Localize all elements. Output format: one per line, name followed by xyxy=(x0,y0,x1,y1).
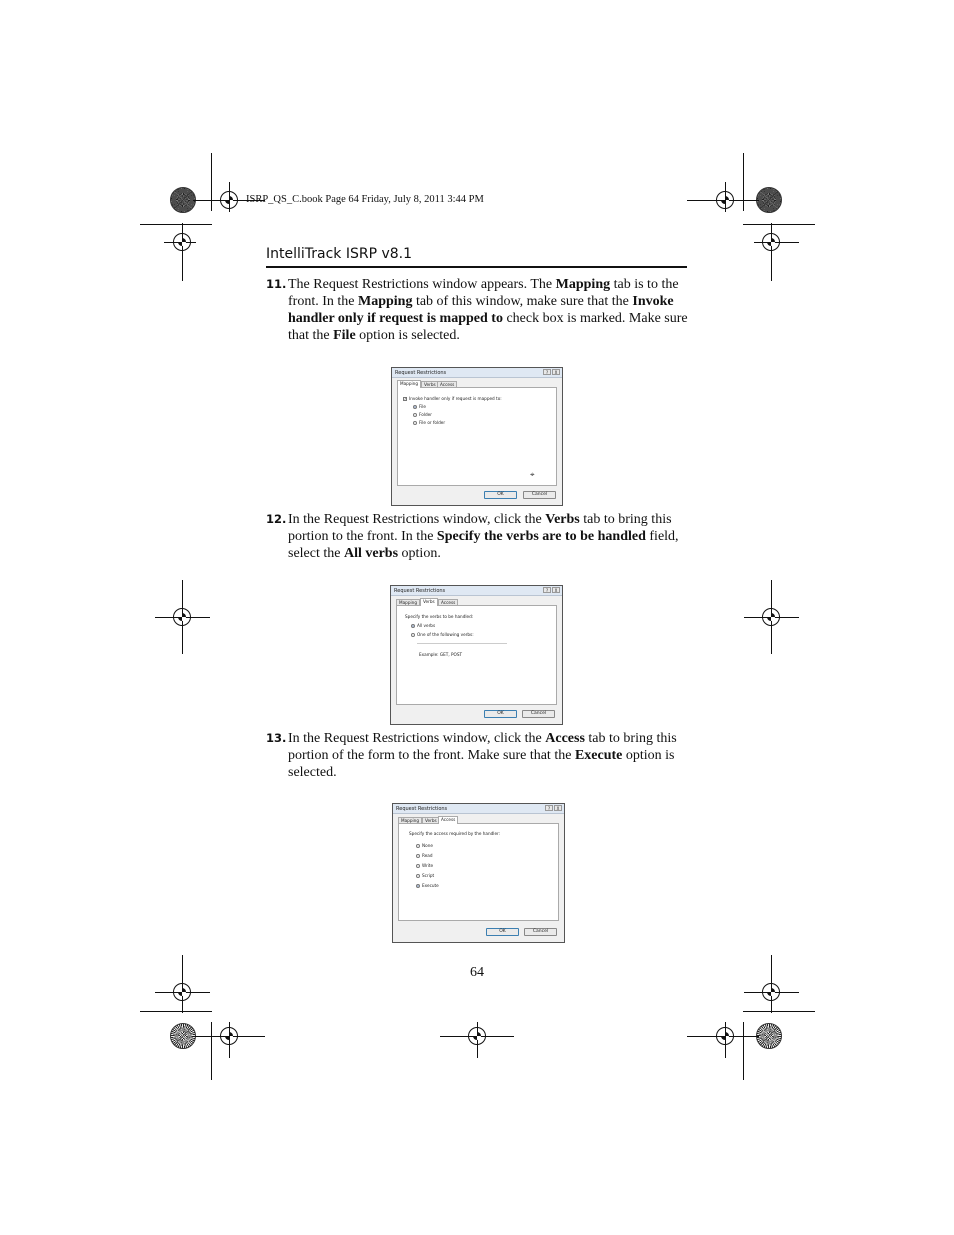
step-text-bold: Mapping xyxy=(555,277,611,292)
step-text-run: tab to bring this portion of the form to the front. Make sure that the xyxy=(288,731,677,763)
execute-radio[interactable]: Execute xyxy=(416,883,439,888)
tab-access[interactable]: Access xyxy=(438,816,458,824)
step-text-run: check box is marked. Make sure that the xyxy=(288,311,688,343)
verbs-input[interactable] xyxy=(417,643,507,644)
step-text xyxy=(288,511,691,562)
step-text-bold: All verbs xyxy=(343,546,399,561)
registration-target-icon xyxy=(762,608,780,626)
tab-access[interactable]: Access xyxy=(438,599,458,605)
ok-button[interactable]: OK xyxy=(484,491,517,499)
registration-target-icon xyxy=(173,233,191,251)
step-text-run: The Request Restrictions window appears. The xyxy=(288,277,556,292)
step-11 xyxy=(266,276,691,344)
step-text-bold: Access xyxy=(545,731,585,746)
tab-mapping[interactable]: Mapping xyxy=(397,380,421,388)
help-button[interactable]: ? xyxy=(543,587,551,593)
page-number: 64 xyxy=(470,965,484,980)
step-text-bold: Mapping xyxy=(357,294,413,309)
registration-target-icon xyxy=(173,608,191,626)
cancel-button[interactable]: Cancel xyxy=(522,710,555,718)
request-restrictions-dialog-mapping xyxy=(391,367,563,506)
request-restrictions-dialog-access xyxy=(392,803,565,943)
step-text-run: In the Request Restrictions window, click the xyxy=(288,512,546,527)
step-text-run: tab of this window, make sure that the xyxy=(412,294,633,309)
step-text-run: tab to bring this portion to the front. In the xyxy=(288,512,672,544)
tab-mapping[interactable]: Mapping xyxy=(398,817,422,823)
one-of-following-radio[interactable]: One of the following verbs: xyxy=(411,632,474,637)
registration-star-icon xyxy=(756,187,782,213)
read-radio[interactable]: Read xyxy=(416,853,433,858)
registration-target-icon xyxy=(468,1027,486,1045)
step-text-run: option is selected. xyxy=(288,748,675,780)
step-text-run: option. xyxy=(398,546,441,561)
step-text-bold: Execute xyxy=(574,748,623,763)
step-number: 11. xyxy=(266,277,287,291)
cancel-button[interactable]: Cancel xyxy=(524,928,557,936)
tab-panel xyxy=(398,823,559,921)
step-text-run: field, select the xyxy=(288,529,679,561)
dialog-title-bar xyxy=(391,586,562,596)
close-button[interactable]: X xyxy=(552,369,560,375)
help-button[interactable]: ? xyxy=(545,805,553,811)
step-text xyxy=(288,730,691,781)
access-label: Specify the access required by the handler: xyxy=(409,831,501,836)
file-or-folder-radio[interactable]: File or folder xyxy=(413,420,445,425)
dialog-title-bar xyxy=(393,804,564,814)
none-radio[interactable]: None xyxy=(416,843,433,848)
registration-target-icon xyxy=(173,983,191,1001)
write-radio[interactable]: Write xyxy=(416,863,433,868)
tab-verbs[interactable]: Verbs xyxy=(422,817,440,823)
script-radio[interactable]: Script xyxy=(416,873,434,878)
dialog-title: Request Restrictions xyxy=(394,587,446,594)
step-text-bold: Invoke handler only if request is mapped to xyxy=(288,294,674,326)
step-13 xyxy=(266,730,691,781)
ok-button[interactable]: OK xyxy=(486,928,519,936)
tab-access[interactable]: Access xyxy=(437,381,457,387)
step-text-bold: Verbs xyxy=(545,512,580,527)
invoke-handler-checkbox[interactable]: ✓ Invoke handler only if request is mapped to: xyxy=(404,396,502,401)
close-button[interactable]: X xyxy=(554,805,562,811)
step-number: 13. xyxy=(266,731,287,745)
step-text-bold: Specify the verbs are to be handled xyxy=(436,529,646,544)
step-text-run: option is selected. xyxy=(355,328,460,343)
step-text-bold: File xyxy=(333,328,356,343)
tab-verbs[interactable]: Verbs xyxy=(420,598,438,606)
dialog-title: Request Restrictions xyxy=(396,805,448,812)
request-restrictions-dialog-verbs xyxy=(390,585,563,725)
cancel-button[interactable]: Cancel xyxy=(523,491,556,499)
folder-radio[interactable]: Folder xyxy=(413,412,432,417)
cursor-icon: ⌖ xyxy=(530,470,535,479)
verbs-label: Specify the verbs to be handled: xyxy=(405,614,474,619)
registration-star-icon xyxy=(756,1023,782,1049)
example-text: Example: GET, POST xyxy=(419,652,463,657)
step-text xyxy=(288,276,691,344)
file-radio[interactable]: File xyxy=(413,404,426,409)
tab-panel xyxy=(396,605,557,705)
step-number: 12. xyxy=(266,512,287,526)
step-text-run: tab is to the front. In the xyxy=(288,277,679,309)
ok-button[interactable]: OK xyxy=(484,710,517,718)
print-slug: ISRP_QS_C.book Page 64 Friday, July 8, 2011 3:44 PM xyxy=(246,194,484,205)
step-12 xyxy=(266,511,691,562)
tab-verbs[interactable]: Verbs xyxy=(421,381,439,387)
running-header: IntelliTrack ISRP v8.1 xyxy=(266,246,413,262)
tab-panel xyxy=(397,387,557,486)
dialog-title-bar xyxy=(392,368,562,378)
registration-target-icon xyxy=(762,233,780,251)
dialog-title: Request Restrictions xyxy=(395,369,447,376)
header-rule xyxy=(266,266,687,268)
tab-mapping[interactable]: Mapping xyxy=(396,599,420,605)
help-button[interactable]: ? xyxy=(543,369,551,375)
all-verbs-radio[interactable]: All verbs xyxy=(411,623,435,628)
registration-target-icon xyxy=(762,983,780,1001)
step-text-run: In the Request Restrictions window, click the xyxy=(288,731,546,746)
close-button[interactable]: X xyxy=(552,587,560,593)
